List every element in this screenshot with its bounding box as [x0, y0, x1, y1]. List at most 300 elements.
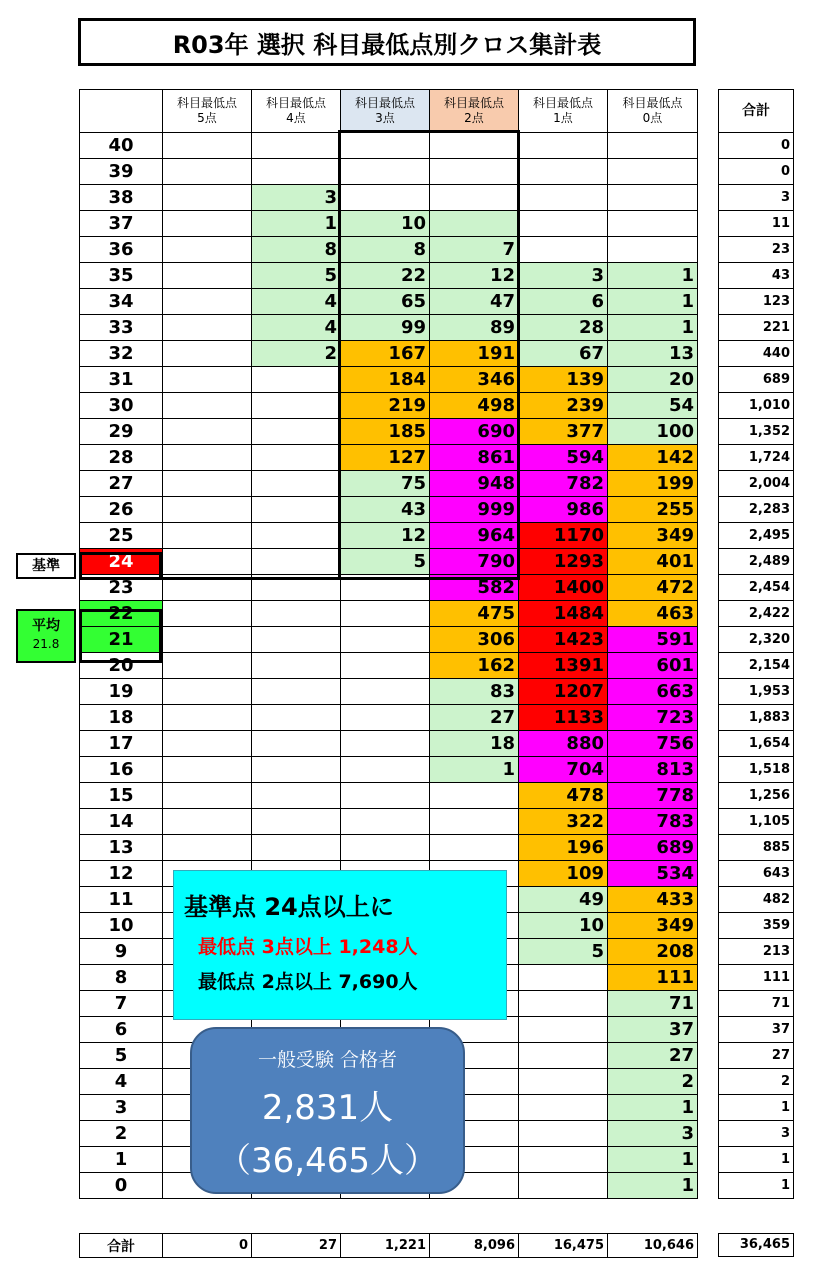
table-row — [80, 185, 698, 211]
score-cell: 37 — [80, 211, 163, 237]
count-cell: 196 — [519, 835, 608, 861]
count-cell: 89 — [430, 315, 519, 341]
count-cell — [341, 783, 430, 809]
row-total-cell: 11 — [719, 211, 794, 237]
count-cell: 2 — [252, 341, 341, 367]
row-total-cell: 71 — [719, 991, 794, 1017]
row-total-cell: 2,154 — [719, 653, 794, 679]
total-header: 合計 — [719, 90, 794, 133]
row-total-cell: 1 — [719, 1147, 794, 1173]
count-cell: 322 — [519, 809, 608, 835]
count-cell: 239 — [519, 393, 608, 419]
count-cell — [341, 731, 430, 757]
baseline-label: 基準 — [16, 553, 76, 579]
row-total-cell: 2,422 — [719, 601, 794, 627]
row-total-cell: 3 — [719, 185, 794, 211]
sum-cell: 1,221 — [341, 1234, 430, 1258]
count-cell — [519, 159, 608, 185]
score-cell: 18 — [80, 705, 163, 731]
score-cell: 28 — [80, 445, 163, 471]
count-cell — [163, 445, 252, 471]
count-cell: 475 — [430, 601, 519, 627]
page-title: R03年 選択 科目最低点別クロス集計表 — [78, 18, 696, 66]
count-cell: 127 — [341, 445, 430, 471]
score-cell: 8 — [80, 965, 163, 991]
count-cell: 1423 — [519, 627, 608, 653]
count-cell: 1391 — [519, 653, 608, 679]
score-cell: 39 — [80, 159, 163, 185]
average-label — [16, 609, 76, 663]
count-cell: 5 — [341, 549, 430, 575]
count-cell — [430, 159, 519, 185]
count-cell — [608, 159, 698, 185]
score-cell: 19 — [80, 679, 163, 705]
count-cell — [430, 185, 519, 211]
count-cell — [341, 627, 430, 653]
count-cell — [163, 393, 252, 419]
count-cell — [163, 705, 252, 731]
count-cell: 3 — [519, 263, 608, 289]
count-cell: 783 — [608, 809, 698, 835]
table-row — [80, 705, 698, 731]
score-cell: 30 — [80, 393, 163, 419]
count-cell: 71 — [608, 991, 698, 1017]
count-cell: 349 — [608, 913, 698, 939]
count-cell: 139 — [519, 367, 608, 393]
count-cell: 162 — [430, 653, 519, 679]
grand-total: 36,465 — [718, 1233, 794, 1257]
sum-cell: 8,096 — [430, 1234, 519, 1258]
row-total-cell: 643 — [719, 861, 794, 887]
sum-cell: 10,646 — [608, 1234, 698, 1258]
count-cell: 22 — [341, 263, 430, 289]
count-cell — [519, 237, 608, 263]
row-total-cell: 1,105 — [719, 809, 794, 835]
count-cell — [252, 835, 341, 861]
score-cell: 24 — [80, 549, 163, 575]
count-cell — [430, 809, 519, 835]
count-cell: 219 — [341, 393, 430, 419]
count-cell: 401 — [608, 549, 698, 575]
count-cell — [252, 757, 341, 783]
table-row — [80, 653, 698, 679]
count-cell: 1 — [608, 1173, 698, 1199]
table-row — [80, 211, 698, 237]
count-cell: 463 — [608, 601, 698, 627]
count-cell: 100 — [608, 419, 698, 445]
row-total-cell: 689 — [719, 367, 794, 393]
count-cell — [519, 1121, 608, 1147]
row-total-cell: 440 — [719, 341, 794, 367]
table-row — [80, 835, 698, 861]
count-cell — [163, 289, 252, 315]
count-cell — [163, 549, 252, 575]
count-cell: 111 — [608, 965, 698, 991]
count-cell — [519, 133, 608, 159]
row-total-cell: 2,454 — [719, 575, 794, 601]
count-cell — [341, 653, 430, 679]
count-cell: 433 — [608, 887, 698, 913]
examinees-count: （36,465人） — [217, 1141, 438, 1181]
count-cell: 5 — [519, 939, 608, 965]
count-cell: 4 — [252, 289, 341, 315]
count-cell: 472 — [608, 575, 698, 601]
count-cell: 1 — [608, 315, 698, 341]
count-cell: 498 — [430, 393, 519, 419]
count-cell: 20 — [608, 367, 698, 393]
count-cell — [252, 705, 341, 731]
count-cell: 782 — [519, 471, 608, 497]
count-cell: 199 — [608, 471, 698, 497]
count-cell — [341, 575, 430, 601]
table-row — [80, 757, 698, 783]
count-cell — [252, 419, 341, 445]
score-cell: 29 — [80, 419, 163, 445]
count-cell — [163, 757, 252, 783]
count-cell: 880 — [519, 731, 608, 757]
count-cell: 167 — [341, 341, 430, 367]
row-total-cell: 3 — [719, 1121, 794, 1147]
count-cell: 4 — [252, 315, 341, 341]
sum-cell: 27 — [252, 1234, 341, 1258]
table-row — [80, 471, 698, 497]
count-cell: 723 — [608, 705, 698, 731]
row-total-cell: 885 — [719, 835, 794, 861]
row-total-cell: 1,883 — [719, 705, 794, 731]
row-total-cell: 1,518 — [719, 757, 794, 783]
count-cell: 689 — [608, 835, 698, 861]
count-cell: 185 — [341, 419, 430, 445]
table-row — [80, 341, 698, 367]
table-row — [80, 549, 698, 575]
count-cell: 346 — [430, 367, 519, 393]
row-total-cell: 482 — [719, 887, 794, 913]
table-row — [80, 523, 698, 549]
table-row — [80, 393, 698, 419]
column-header: 科目最低点 0点 — [608, 90, 698, 133]
column-header: 科目最低点 1点 — [519, 90, 608, 133]
count-cell: 582 — [430, 575, 519, 601]
count-cell: 704 — [519, 757, 608, 783]
row-total-cell: 123 — [719, 289, 794, 315]
passers-box — [190, 1027, 465, 1194]
count-cell: 986 — [519, 497, 608, 523]
score-cell: 15 — [80, 783, 163, 809]
row-total-cell: 1,724 — [719, 445, 794, 471]
row-total-cell: 2 — [719, 1069, 794, 1095]
count-cell: 54 — [608, 393, 698, 419]
count-cell: 1133 — [519, 705, 608, 731]
count-cell: 255 — [608, 497, 698, 523]
count-cell — [608, 211, 698, 237]
table-row — [80, 237, 698, 263]
count-cell — [341, 185, 430, 211]
score-cell: 7 — [80, 991, 163, 1017]
score-cell: 26 — [80, 497, 163, 523]
table-row — [80, 315, 698, 341]
count-cell: 1 — [430, 757, 519, 783]
score-cell: 35 — [80, 263, 163, 289]
header-corner — [80, 90, 163, 133]
passers-title: 一般受験 合格者 — [257, 1049, 398, 1071]
count-cell: 591 — [608, 627, 698, 653]
average-value: 21.8 — [32, 637, 60, 651]
count-cell — [252, 133, 341, 159]
count-cell — [252, 575, 341, 601]
count-cell: 3 — [252, 185, 341, 211]
count-cell: 7 — [430, 237, 519, 263]
row-total-cell: 1,010 — [719, 393, 794, 419]
table-row — [80, 497, 698, 523]
table-row — [80, 159, 698, 185]
count-cell: 1400 — [519, 575, 608, 601]
row-total-cell: 1 — [719, 1173, 794, 1199]
row-total-cell: 111 — [719, 965, 794, 991]
count-cell — [163, 653, 252, 679]
table-row — [80, 419, 698, 445]
count-cell: 37 — [608, 1017, 698, 1043]
row-total-cell: 1,256 — [719, 783, 794, 809]
count-cell — [163, 575, 252, 601]
row-total-cell: 2,004 — [719, 471, 794, 497]
count-cell — [252, 497, 341, 523]
count-cell — [252, 783, 341, 809]
column-header: 科目最低点 3点 — [341, 90, 430, 133]
score-cell: 0 — [80, 1173, 163, 1199]
count-cell — [430, 783, 519, 809]
count-cell: 306 — [430, 627, 519, 653]
count-cell: 12 — [430, 263, 519, 289]
score-cell: 36 — [80, 237, 163, 263]
row-total-cell: 2,495 — [719, 523, 794, 549]
score-cell: 3 — [80, 1095, 163, 1121]
count-cell: 1170 — [519, 523, 608, 549]
sum-row — [79, 1233, 698, 1258]
count-cell — [430, 211, 519, 237]
count-cell: 191 — [430, 341, 519, 367]
count-cell — [252, 731, 341, 757]
score-cell: 17 — [80, 731, 163, 757]
count-cell: 184 — [341, 367, 430, 393]
count-cell: 594 — [519, 445, 608, 471]
table-row — [80, 367, 698, 393]
row-total-cell: 37 — [719, 1017, 794, 1043]
count-cell — [430, 835, 519, 861]
count-cell: 377 — [519, 419, 608, 445]
count-cell — [163, 237, 252, 263]
row-total-cell: 0 — [719, 159, 794, 185]
count-cell — [252, 523, 341, 549]
count-cell — [341, 757, 430, 783]
count-cell — [252, 159, 341, 185]
table-row — [80, 679, 698, 705]
count-cell — [163, 523, 252, 549]
count-cell — [163, 627, 252, 653]
count-cell — [163, 367, 252, 393]
count-cell: 13 — [608, 341, 698, 367]
count-cell — [163, 159, 252, 185]
count-cell: 12 — [341, 523, 430, 549]
count-cell: 964 — [430, 523, 519, 549]
count-cell: 83 — [430, 679, 519, 705]
count-cell — [519, 1017, 608, 1043]
count-cell — [341, 679, 430, 705]
row-total-cell: 43 — [719, 263, 794, 289]
count-cell — [163, 679, 252, 705]
count-cell: 778 — [608, 783, 698, 809]
count-cell — [163, 211, 252, 237]
count-cell — [252, 393, 341, 419]
count-cell: 208 — [608, 939, 698, 965]
count-cell — [252, 809, 341, 835]
count-cell: 10 — [341, 211, 430, 237]
score-cell: 32 — [80, 341, 163, 367]
table-row — [80, 601, 698, 627]
table-row — [80, 445, 698, 471]
count-cell — [519, 1095, 608, 1121]
score-cell: 20 — [80, 653, 163, 679]
info-box — [173, 870, 507, 1020]
count-cell — [163, 341, 252, 367]
table-row — [80, 731, 698, 757]
count-cell — [608, 185, 698, 211]
count-cell — [163, 263, 252, 289]
table-row — [80, 133, 698, 159]
count-cell: 1 — [608, 1095, 698, 1121]
count-cell — [608, 133, 698, 159]
count-cell — [519, 965, 608, 991]
count-cell — [252, 601, 341, 627]
count-cell — [252, 549, 341, 575]
count-cell — [519, 1043, 608, 1069]
count-cell: 478 — [519, 783, 608, 809]
count-cell — [519, 1173, 608, 1199]
count-cell — [163, 315, 252, 341]
count-cell — [252, 471, 341, 497]
count-cell: 43 — [341, 497, 430, 523]
count-cell — [430, 133, 519, 159]
score-cell: 1 — [80, 1147, 163, 1173]
row-total-cell: 1,953 — [719, 679, 794, 705]
count-cell — [163, 497, 252, 523]
score-cell: 22 — [80, 601, 163, 627]
count-cell: 18 — [430, 731, 519, 757]
row-total-cell: 2,320 — [719, 627, 794, 653]
count-cell: 790 — [430, 549, 519, 575]
count-cell: 67 — [519, 341, 608, 367]
column-header: 科目最低点 2点 — [430, 90, 519, 133]
table-row — [80, 289, 698, 315]
score-cell: 4 — [80, 1069, 163, 1095]
score-cell: 5 — [80, 1043, 163, 1069]
count-cell: 10 — [519, 913, 608, 939]
count-cell — [163, 731, 252, 757]
count-cell: 1 — [608, 1147, 698, 1173]
score-cell: 6 — [80, 1017, 163, 1043]
table-row — [80, 783, 698, 809]
score-cell: 10 — [80, 913, 163, 939]
sum-label: 合計 — [80, 1234, 163, 1258]
column-header: 科目最低点 5点 — [163, 90, 252, 133]
count-cell: 109 — [519, 861, 608, 887]
count-cell — [163, 133, 252, 159]
count-cell: 1 — [252, 211, 341, 237]
count-cell — [519, 1147, 608, 1173]
count-cell: 663 — [608, 679, 698, 705]
count-cell — [163, 783, 252, 809]
score-cell: 16 — [80, 757, 163, 783]
row-total-cell: 213 — [719, 939, 794, 965]
row-total-cell: 1 — [719, 1095, 794, 1121]
count-cell: 2 — [608, 1069, 698, 1095]
score-cell: 21 — [80, 627, 163, 653]
count-cell: 27 — [608, 1043, 698, 1069]
count-cell — [252, 367, 341, 393]
count-cell — [252, 653, 341, 679]
count-cell: 8 — [341, 237, 430, 263]
count-cell: 28 — [519, 315, 608, 341]
score-cell: 13 — [80, 835, 163, 861]
count-cell: 1207 — [519, 679, 608, 705]
count-cell: 65 — [341, 289, 430, 315]
count-cell — [341, 601, 430, 627]
passers-count: 2,831人 — [261, 1088, 394, 1128]
row-total-cell: 2,283 — [719, 497, 794, 523]
table-row — [80, 627, 698, 653]
total-column — [718, 89, 794, 1199]
count-cell: 948 — [430, 471, 519, 497]
count-cell: 999 — [430, 497, 519, 523]
count-cell: 6 — [519, 289, 608, 315]
count-cell — [252, 627, 341, 653]
row-total-cell: 27 — [719, 1043, 794, 1069]
table-row — [80, 809, 698, 835]
score-cell: 11 — [80, 887, 163, 913]
info-line-2: 最低点 3点以上 1,248人 — [198, 936, 418, 958]
row-total-cell: 0 — [719, 133, 794, 159]
row-total-cell: 23 — [719, 237, 794, 263]
count-cell: 49 — [519, 887, 608, 913]
table-row — [80, 575, 698, 601]
count-cell — [252, 679, 341, 705]
count-cell — [163, 419, 252, 445]
count-cell — [519, 211, 608, 237]
count-cell: 142 — [608, 445, 698, 471]
sum-cell: 16,475 — [519, 1234, 608, 1258]
count-cell — [163, 471, 252, 497]
count-cell: 99 — [341, 315, 430, 341]
score-cell: 9 — [80, 939, 163, 965]
score-cell: 27 — [80, 471, 163, 497]
count-cell — [163, 835, 252, 861]
count-cell: 1 — [608, 263, 698, 289]
count-cell: 349 — [608, 523, 698, 549]
score-cell: 34 — [80, 289, 163, 315]
score-cell: 14 — [80, 809, 163, 835]
count-cell: 75 — [341, 471, 430, 497]
count-cell — [341, 835, 430, 861]
score-cell: 12 — [80, 861, 163, 887]
count-cell: 813 — [608, 757, 698, 783]
count-cell: 756 — [608, 731, 698, 757]
count-cell — [519, 185, 608, 211]
column-header: 科目最低点 4点 — [252, 90, 341, 133]
count-cell: 690 — [430, 419, 519, 445]
row-total-cell: 1,352 — [719, 419, 794, 445]
score-cell: 23 — [80, 575, 163, 601]
count-cell — [252, 445, 341, 471]
row-total-cell: 1,654 — [719, 731, 794, 757]
